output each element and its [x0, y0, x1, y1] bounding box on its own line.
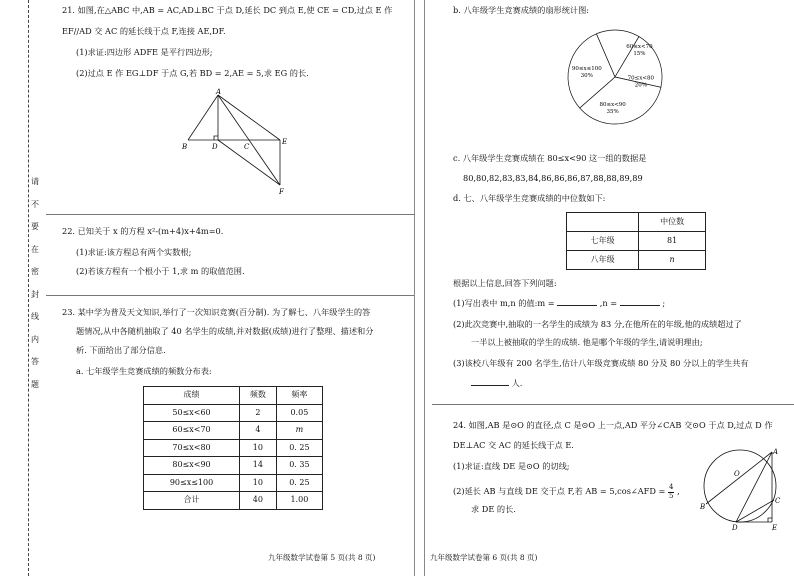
answer-blank-m[interactable]: [557, 305, 597, 306]
divider-q21-q22: [46, 214, 414, 215]
pie-label-percent: 15%: [633, 50, 646, 57]
q23-d-caption: d. 七、八年级学生竞赛成绩的中位数如下:: [453, 193, 606, 203]
binding-char: 题: [31, 379, 39, 389]
q24-text-line1: 24. 如图,AB 是⊙O 的直径,点 C 是⊙O 上一点,AD 平分∠CAB 交⊙O 于点 D,过点 D 作: [453, 420, 773, 430]
fraction-4-5: $\frac{4}{5}$: [669, 483, 674, 500]
q24-figure: [696, 436, 788, 532]
table-cell: 0. 25: [276, 474, 322, 492]
q22-text: 22. 已知关于 x 的方程 x²-(m+4)x+4m=0.: [62, 226, 224, 236]
median-table: [566, 212, 706, 270]
label-e: E: [772, 524, 778, 532]
footer-page5: 九年级数学试卷第 5 页(共 8 页): [268, 553, 376, 562]
table-cell: 90≤x≤100: [144, 474, 240, 492]
table-row: [144, 492, 323, 510]
answer-blank-count[interactable]: [471, 385, 509, 386]
table-cell: 4: [240, 422, 277, 440]
diameter-ab: [706, 452, 772, 504]
q23-text-line3: 析. 下面给出了部分信息.: [76, 345, 166, 355]
q24-part1: (1)求证:直线 DE 是⊙O 的切线;: [453, 461, 570, 471]
right-angle-d: [214, 136, 218, 140]
segment-ab: [188, 95, 218, 140]
table-cell: n: [639, 251, 706, 270]
binding-line: [28, 0, 30, 576]
q24-part2: (2)延长 AB 与直线 DE 交于点 F,若 AB = 5,cos∠AFD = $\frac{4}{5}$ ,: [453, 483, 680, 500]
page-divider-right: [424, 0, 425, 576]
pie-chart: [565, 22, 665, 132]
label-b: B: [182, 143, 188, 151]
binding-char: 不: [31, 199, 39, 209]
frequency-table: [143, 386, 323, 510]
pie-label-percent: 20%: [634, 82, 647, 89]
q23-question2-line2: 一半以上被抽取的学生的成绩. 他是哪个年级的学生,请说明理由;: [471, 337, 703, 347]
table-cell: 频数: [240, 387, 277, 405]
table-cell: 0. 25: [276, 439, 322, 457]
table-row: [144, 422, 323, 440]
label-o: O: [734, 470, 740, 478]
label-b: B: [700, 503, 706, 511]
q23-question2-line1: (2)此次竞赛中,抽取的一名学生的成绩为 83 分,在他所在的年级,他的成绩超过了: [453, 319, 742, 329]
table-cell: 成绩: [144, 387, 240, 405]
q23-question3-line1: (3)该校八年级有 200 名学生,估计八年级竞赛成绩 80 分及 80 分以上的学生共有: [453, 358, 749, 368]
table-cell: 频率: [276, 387, 322, 405]
table-cell: 七年级: [567, 232, 639, 251]
q24-text-line2: DE⊥AC 交 AC 的延长线于点 E.: [453, 440, 574, 450]
table-header-row: [144, 387, 323, 405]
q23-text-line1: 23. 某中学为普及天文知识,举行了一次知识竞赛(百分制). 为了解七、八年级学生的答: [62, 307, 371, 317]
q23-question3-line2: 人.: [471, 378, 522, 388]
label-f: F: [279, 188, 284, 196]
binding-char: 密: [31, 267, 39, 276]
table-row: [144, 474, 323, 492]
table-cell: 50≤x<60: [144, 404, 240, 422]
binding-char: 线: [31, 312, 39, 321]
binding-char: 在: [31, 244, 39, 254]
table-row: [144, 404, 323, 422]
table-row: [144, 439, 323, 457]
table-cell: m: [276, 422, 322, 440]
table-row: [144, 457, 323, 475]
q23-c-data: 80,80,82,83,83,84,86,86,86,87,88,88,89,89: [463, 173, 643, 183]
q21-text-line2: EF//AD 交 AC 的延长线于点 F,连接 AE,DF.: [62, 26, 226, 36]
page-divider-left: [414, 0, 415, 576]
table-cell: 70≤x<80: [144, 439, 240, 457]
table-cell: 80≤x<90: [144, 457, 240, 475]
circle-o: [704, 448, 779, 522]
q23-question1: (1)写出表中 m,n 的值:m = ,n = ;: [453, 298, 666, 308]
table-row: [567, 251, 706, 270]
label-c: C: [775, 497, 781, 505]
q21-part1: (1)求证:四边形 ADFE 是平行四边形;: [76, 47, 213, 57]
footer-page6: 九年级数学试卷第 6 页(共 8 页): [430, 553, 538, 562]
binding-char: 答: [31, 357, 39, 366]
label-a: A: [773, 448, 779, 456]
answer-blank-n[interactable]: [620, 305, 660, 306]
q21-part2: (2)过点 E 作 EG⊥DF 于点 G,若 BD = 2,AE = 5,求 EG 的长.: [76, 68, 309, 78]
pie-label-percent: 35%: [606, 109, 619, 116]
table-cell: 中位数: [639, 213, 706, 232]
q21-figure: [178, 88, 298, 198]
label-d: D: [732, 524, 738, 532]
table-cell: 合计: [144, 492, 240, 510]
q23-b-caption: b. 八年级学生竞赛成绩的扇形统计图:: [453, 5, 590, 15]
table-cell: 1.00: [276, 492, 322, 510]
segment-ae: [218, 95, 280, 140]
table-cell: 14: [240, 457, 277, 475]
pie-label-percent: 30%: [580, 72, 593, 79]
table-row: [567, 232, 706, 251]
q23-a-caption: a. 七年级学生竞赛成绩的频数分布表:: [76, 366, 212, 376]
binding-warning: [31, 178, 43, 403]
q23-info: 根据以上信息,回答下列问题:: [453, 278, 557, 288]
table-cell: [567, 213, 639, 232]
q23-text-line2: 题情况,从中各随机抽取了 40 名学生的成绩,并对数据(成绩)进行了整理、描述和分: [76, 326, 374, 336]
table-cell: 0.05: [276, 404, 322, 422]
q22-part2: (2)若该方程有一个根小于 1,求 m 的取值范围.: [76, 266, 245, 276]
table-cell: 2: [240, 404, 277, 422]
binding-char: 请: [31, 177, 39, 186]
table-header-row: [567, 213, 706, 232]
pie-label-range: 80≤x<90: [599, 102, 626, 109]
q21-text-line1: 21. 如图,在△ABC 中,AB = AC,AD⊥BC 于点 D,延长 DC 到点 E,使 CE = CD,过点 E 作: [62, 5, 393, 15]
table-cell: 10: [240, 474, 277, 492]
q23-c-caption: c. 八年级学生竞赛成绩在 80≤x<90 这一组的数据是: [453, 153, 647, 163]
binding-char: 内: [31, 334, 39, 344]
label-a: A: [216, 88, 222, 96]
pie-label-range: 60≤x<70: [626, 43, 653, 50]
table-cell: 81: [639, 232, 706, 251]
q24-part2-line2: 求 DE 的长.: [471, 504, 516, 514]
divider-q23-q24: [432, 404, 794, 405]
right-angle-e: [768, 518, 772, 522]
label-d: D: [212, 143, 218, 151]
pie-label-range: 90≤x≤100: [571, 65, 602, 72]
table-cell: 40: [240, 492, 277, 510]
q22-part1: (1)求证:该方程总有两个实数根;: [76, 247, 192, 257]
table-cell: 八年级: [567, 251, 639, 270]
table-cell: 0. 35: [276, 457, 322, 475]
binding-char: 封: [31, 289, 39, 299]
binding-char: 要: [31, 222, 39, 231]
table-cell: 10: [240, 439, 277, 457]
label-e: E: [282, 138, 288, 146]
table-cell: 60≤x<70: [144, 422, 240, 440]
label-c: C: [244, 143, 250, 151]
divider-q22-q23: [46, 295, 414, 296]
pie-label-range: 70≤x<80: [627, 75, 655, 82]
